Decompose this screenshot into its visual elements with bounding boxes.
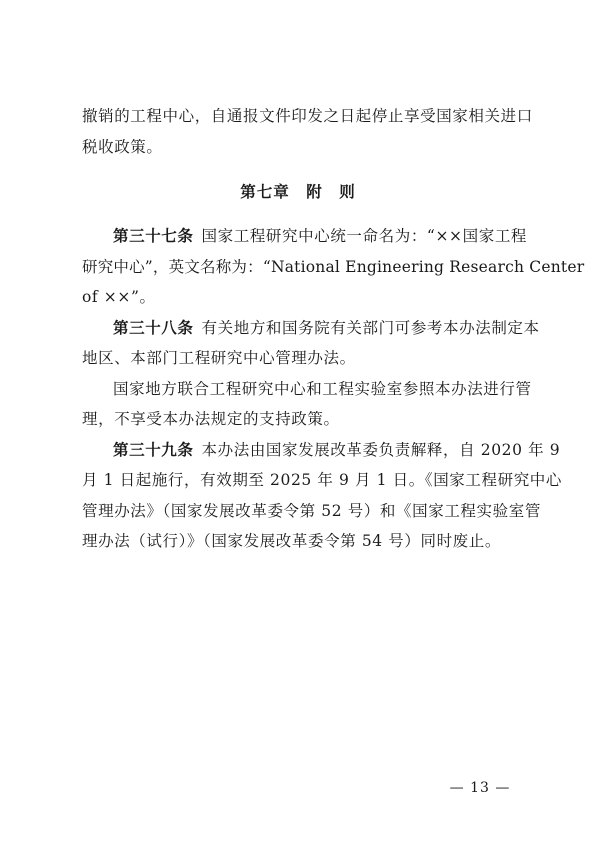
- article-37-line: [82, 226, 528, 246]
- page-number: — 13 —: [449, 780, 511, 796]
- chapter-title: 第七章 附 则: [240, 182, 356, 201]
- text-line: 管理办法》（国家发展改革委令第 52 号）和《国家工程实验室管: [82, 502, 541, 520]
- article-38-line: [82, 318, 540, 338]
- text-line: 国家地方联合工程研究中心和工程实验室参照本办法进行管: [113, 380, 532, 398]
- article-39-label: 第三十九条: [113, 440, 194, 459]
- article-38-label: 第三十八条: [113, 318, 194, 337]
- text-line: 地区、本部门工程研究中心管理办法。: [82, 349, 356, 367]
- text-line: 理办法（试行）》（国家发展改革委令第 54 号）同时废止。: [82, 532, 501, 550]
- text-line: 理，不享受本办法规定的支持政策。: [82, 410, 340, 428]
- article-39-text: 本办法由国家发展改革委负责解释，自 2020 年 9: [201, 441, 561, 459]
- text-line: 税收政策。: [82, 138, 163, 156]
- text-line: of ××”。: [82, 288, 156, 306]
- text-line: 月 1 日起施行，有效期至 2025 年 9 月 1 日。《国家工程研究中心: [82, 471, 562, 489]
- article-38-text: 有关地方和国务院有关部门可参考本办法制定本: [201, 319, 540, 337]
- text-line: 研究中心”，英文名称为：“National Engineering Research Center: [82, 258, 585, 276]
- article-39-line: [82, 440, 561, 460]
- article-37-text: 国家工程研究中心统一命名为：“××国家工程: [201, 227, 528, 245]
- article-37-label: 第三十七条: [113, 226, 194, 245]
- text-line: 撤销的工程中心，自通报文件印发之日起停止享受国家相关进口: [82, 107, 533, 125]
